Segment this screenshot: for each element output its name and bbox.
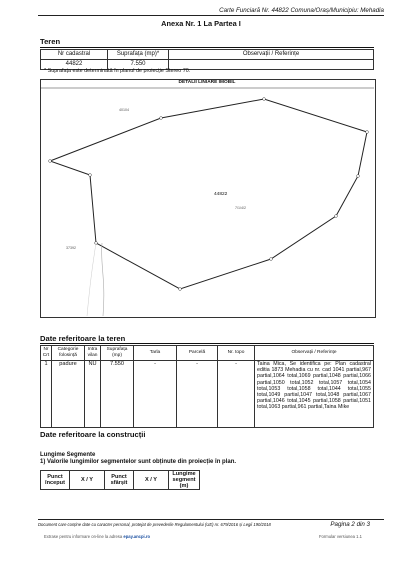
teren-section-rule xyxy=(40,47,374,48)
neighbor-boundary xyxy=(102,243,104,316)
col-intravilan: Intra vilan xyxy=(85,346,101,361)
teren-header-row xyxy=(41,50,374,60)
parcel-outline xyxy=(50,99,367,289)
parcel-plan xyxy=(40,79,374,316)
lungime-subtitle: 1) Valorile lungimilor segmentelor sunt obținute din proiecție în plan. xyxy=(40,459,237,465)
cell-suprafata: 7.550 xyxy=(108,60,169,70)
col-suprafata-mp: Suprafața (mp) xyxy=(101,346,134,361)
footer-divider xyxy=(38,519,384,520)
col-lungime: Lungime segment (m) xyxy=(169,471,200,490)
privacy-notice: Document care conține date cu caracter personal, protejat de prevederile Regulamentului (UE) nr. 679/2016 și Legii 190/2018 xyxy=(38,522,271,527)
date-teren-section-title: Date referitoare la teren xyxy=(40,334,126,343)
date-teren-row xyxy=(41,361,374,428)
cell-nr: 1 xyxy=(41,361,52,428)
col-punct-sfarsit: Punct sfârșit xyxy=(105,471,134,490)
cell-nr-cadastral: 44822 xyxy=(41,60,108,70)
form-version: Formular versiunea 1.1 xyxy=(318,534,362,539)
col-nr-topo: Nr. topo xyxy=(218,346,255,361)
cell-topo: - xyxy=(218,361,255,428)
parcel-sub-label: 7/1/4/2 xyxy=(235,206,246,210)
col-observatii-ref: Observații / Referințe xyxy=(255,346,374,361)
parcel-vertices xyxy=(49,98,369,291)
portal-link[interactable]: epay.ancpi.ro xyxy=(123,534,151,539)
date-teren-header-row xyxy=(41,346,374,361)
col-nr-cadastral: Nr cadastral xyxy=(41,50,108,60)
teren-table xyxy=(40,49,374,70)
cell-observatii-ref: Taina Mica, Se identifica pe: Plan cadastral editia 1873 Mehadia cu nr. cad 1041 partial,967 partial,1064 total,1069 partial,1048 partial,1066 partial,1050 total,1052 total,1057 total,1054 total,1053 total,1058 total,1044 total,1055 total,1049 partial,1047 total,1048 partial,1067 partial,1046 total,1045 partial,1058 partial,1051 total,1063 partial,961 partial,Taina Mike xyxy=(255,361,374,428)
col-parcela: Parcelă xyxy=(177,346,218,361)
cell-tarla: - xyxy=(134,361,177,428)
cell-categorie: padure xyxy=(52,361,85,428)
lungime-title: Lungime Segmente xyxy=(40,452,96,458)
teren-section-title: Teren xyxy=(40,37,61,46)
cell-suprafata-ref: 7.550 xyxy=(101,361,134,428)
col-punct-inceput: Punct început xyxy=(41,471,70,490)
cell-observatii xyxy=(169,60,374,70)
annex-title: Anexa Nr. 1 La Partea I xyxy=(161,19,241,28)
col-suprafata: Suprafața (mp)* xyxy=(108,50,169,60)
page-number: Pagina 2 din 3 xyxy=(330,521,370,528)
col-observatii: Observații / Referințe xyxy=(169,50,374,60)
cf-header-line: Carte Funciară Nr. 44822 Comuna/Oraș/Municipiu: Mehadia xyxy=(219,7,384,14)
header-divider xyxy=(38,15,384,16)
col-tarla: Tarla xyxy=(134,346,177,361)
col-xy-start: X / Y xyxy=(70,471,105,490)
neighbor-label-top: 40104 xyxy=(119,108,129,112)
neighbor-boundary-2 xyxy=(87,243,96,316)
segments-header-row xyxy=(41,471,200,490)
parcel-number-label: 44822 xyxy=(214,192,228,197)
cell-intravilan: NU xyxy=(85,361,101,428)
date-teren-rule xyxy=(40,343,374,344)
stereo-note: * Suprafața este determinată în planul de proiecție Stereo 70. xyxy=(44,68,191,74)
portal-prefix: Extrase pentru informare on-line la adresa xyxy=(44,534,123,539)
plan-title: DETALII LINIARE IMOBIL xyxy=(178,80,236,85)
col-xy-end: X / Y xyxy=(134,471,169,490)
col-nr-crt: Nr Crt xyxy=(41,346,52,361)
segments-table xyxy=(40,470,200,490)
constructii-section-title: Date referitoare la construcții xyxy=(40,430,146,439)
date-teren-table xyxy=(40,345,374,428)
portal-line xyxy=(44,534,150,539)
neighbor-label-bottom: 37392 xyxy=(66,246,76,250)
cell-parcela: - xyxy=(177,361,218,428)
col-categorie: Categorie folosință xyxy=(52,346,85,361)
